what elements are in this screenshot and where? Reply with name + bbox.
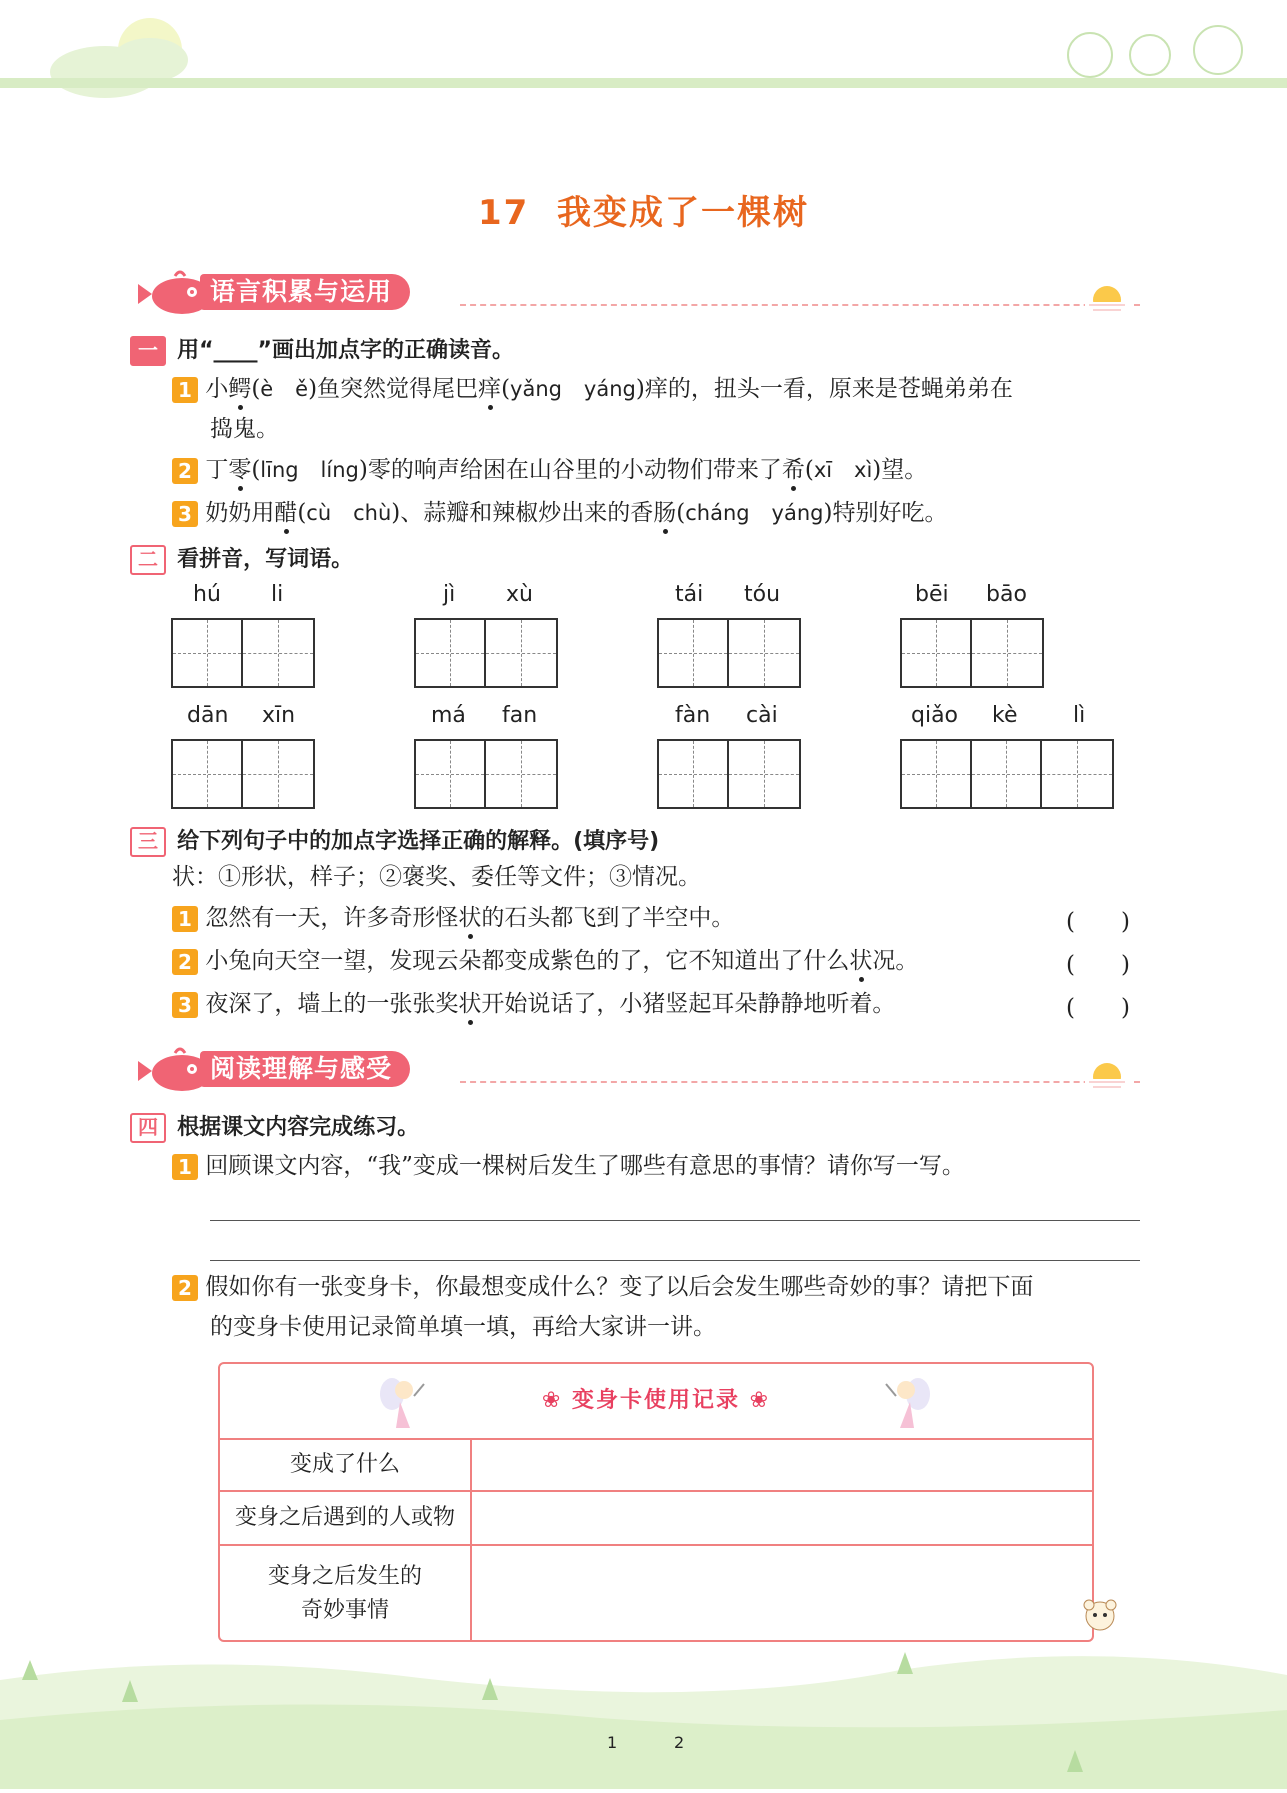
text: 丁 [205,457,229,483]
page-number-right: 2 [674,1733,685,1752]
question-2 [130,542,353,575]
writing-grid[interactable] [171,618,315,688]
writing-grid[interactable] [414,739,558,809]
option[interactable]: yáng [583,377,636,401]
card-answer[interactable] [472,1492,1092,1544]
pinyin: cài [746,703,778,728]
writing-grid[interactable] [171,739,315,809]
hills-art [0,1640,1287,1789]
pinyin: kè [992,703,1018,728]
item-number: 2 [172,458,198,484]
card-row [220,1546,1092,1642]
whale-icon [130,270,210,316]
q4-item-2 [172,1272,1033,1302]
pinyin: li [271,582,284,607]
answer-blank[interactable]: ( ) [1066,909,1130,935]
section-label: 语言积累与运用 [200,274,410,310]
dotted-char: 状 [849,948,873,974]
top-band [0,78,1287,88]
section-divider [460,1081,1140,1083]
label-line: 变身之后发生的 [267,1564,422,1589]
page-number-left: 1 [607,1733,618,1752]
pinyin: xīn [262,703,296,728]
cat-icon [1068,33,1112,77]
text: )特别好吃。 [823,500,948,526]
text: 夜深了，墙上的一张张奖 [205,991,459,1017]
card-row [220,1492,1092,1546]
q3-item-1 [172,903,734,933]
pinyin: jì [443,582,456,607]
section-banner-2 [130,1047,1140,1089]
q3-definition: 状：①形状，样子；②褒奖、委任等文件；③情况。 [172,864,701,890]
transform-card [218,1362,1094,1642]
text: )望。 [872,457,928,483]
question-1 [130,333,514,366]
pinyin: xù [506,582,533,607]
dotted-char: 鳄 [228,376,252,402]
paren: ( [251,376,261,402]
option[interactable]: cháng [685,501,750,525]
text: 况。 [872,948,919,974]
item-number: 2 [172,1275,198,1301]
option[interactable]: yǎng [510,377,562,401]
dotted-char: 状 [458,905,482,931]
dotted-char: 醋 [274,500,298,526]
pinyin: dān [187,703,229,728]
question-title: 根据课文内容完成练习。 [177,1115,420,1140]
pinyin: qiǎo [911,703,959,728]
question-title: 看拼音，写词语。 [177,547,354,572]
option[interactable]: yáng [771,501,824,525]
item-number: 1 [172,906,198,932]
pinyin: tái [675,582,704,607]
pinyin: hú [193,582,221,607]
writing-grid[interactable] [900,618,1044,688]
q1-item-3 [172,498,947,528]
item-number: 1 [172,1154,198,1180]
footer-decoration [0,1640,1287,1789]
writing-grid[interactable] [414,618,558,688]
question-3 [130,824,659,857]
bear-icon [1080,1596,1120,1640]
question-badge: 二 [130,545,166,575]
header-art [0,0,1287,110]
question-badge: 三 [130,827,166,857]
dotted-char: 肠 [653,500,677,526]
dog-icon [1194,26,1242,74]
pinyin: tóu [744,582,781,607]
pinyin: bēi [915,582,949,607]
card-row-label: 变身之后遇到的人或物 [220,1492,472,1544]
option[interactable]: xī [813,458,833,482]
text: )、蒜瓣和辣椒炒出来的香 [391,500,654,526]
header-decoration [0,0,1287,110]
card-row-label: 变成了什么 [220,1440,472,1490]
dotted-char: 状 [458,991,482,1017]
card-title-text: ❀ 变身卡使用记录 ❀ [541,1388,771,1413]
q3-item-2 [172,946,918,976]
option[interactable]: líng [320,458,359,482]
q4-item-2-cont: 的变身卡使用记录简单填一填，再给大家讲一讲。 [210,1314,716,1340]
pinyin: lì [1073,703,1086,728]
pinyin: fan [502,703,538,728]
dotted-char: 零 [228,457,252,483]
answer-blank[interactable]: ( ) [1066,952,1130,978]
text: 奶奶用 [205,500,275,526]
label-line: 奇妙事情 [300,1598,389,1623]
card-answer[interactable] [472,1546,1092,1642]
text: 的石头都飞到了半空中。 [481,905,735,931]
sunset-icon [1085,1055,1130,1091]
text: )零的响声给困在山谷里的小动物们带来了 [358,457,782,483]
question-4 [130,1110,419,1143]
paren: ( [676,500,686,526]
writing-grid[interactable] [657,618,801,688]
writing-grid[interactable] [900,739,1114,809]
fairy-icon [880,1372,940,1432]
paren: ( [804,457,814,483]
text: 小兔向天空一望，发现云朵都变成紫色的了，它不知道出了什么 [205,948,850,974]
option[interactable]: chù [353,501,392,525]
card-row-label [220,1546,472,1642]
option[interactable]: xì [854,458,873,482]
option[interactable]: līng [260,458,299,482]
question-title: 用“____”画出加点字的正确读音。 [177,338,515,363]
question-title: 给下列句子中的加点字选择正确的解释。(填序号) [177,829,660,854]
question-badge: 四 [130,1113,166,1143]
item-number: 2 [172,949,198,975]
answer-line[interactable] [210,1220,1140,1221]
item-number: 3 [172,992,198,1018]
text: )鱼突然觉得尾巴 [308,376,479,402]
card-title [220,1364,1092,1440]
pinyin: má [431,703,466,728]
tree-icon [22,1660,38,1680]
q1-item-2 [172,455,927,485]
option[interactable]: cù [306,501,332,525]
dotted-char: 痒 [478,376,502,402]
pinyin: fàn [675,703,711,728]
option[interactable]: ě [295,377,309,401]
writing-grid[interactable] [657,739,801,809]
paren: ( [501,376,511,402]
option[interactable]: è [260,377,274,401]
answer-blank[interactable]: ( ) [1066,995,1130,1021]
lesson-title [0,185,1287,234]
text: 回顾课文内容，“我”变成一棵树后发生了哪些有意思的事情？请你写一写。 [205,1153,965,1179]
card-answer[interactable] [472,1440,1092,1490]
text: 小 [205,376,229,402]
paren: ( [297,500,307,526]
section-label: 阅读理解与感受 [200,1051,410,1087]
item-number: 3 [172,501,198,527]
sunset-icon [1085,278,1130,314]
pinyin: bāo [986,582,1027,607]
whale-icon [130,1047,210,1093]
paren: ( [251,457,261,483]
lesson-title-text: 我变成了一棵树 [557,193,809,233]
lesson-number: 17 [477,193,530,233]
tree-icon [897,1652,913,1674]
item-number: 1 [172,377,198,403]
q4-item-1 [172,1151,965,1181]
text: 开始说话了，小猪竖起耳朵静静地听着。 [481,991,896,1017]
q1-item-1 [172,374,1013,404]
bear-icon [1130,35,1170,75]
card-row [220,1440,1092,1492]
q3-item-3 [172,989,895,1019]
text: )痒的，扭头一看，原来是苍蝇弟弟在 [635,376,1013,402]
answer-line[interactable] [210,1260,1140,1261]
text: 忽然有一天，许多奇形怪 [205,905,459,931]
q1-item-1-cont: 捣鬼。 [210,416,279,442]
fairy-icon [370,1372,430,1432]
section-banner-1 [130,270,1140,312]
text: 假如你有一张变身卡，你最想变成什么？变了以后会发生哪些奇妙的事？请把下面 [205,1274,1034,1300]
question-badge: 一 [130,336,166,366]
section-divider [460,304,1140,306]
dotted-char: 希 [781,457,805,483]
